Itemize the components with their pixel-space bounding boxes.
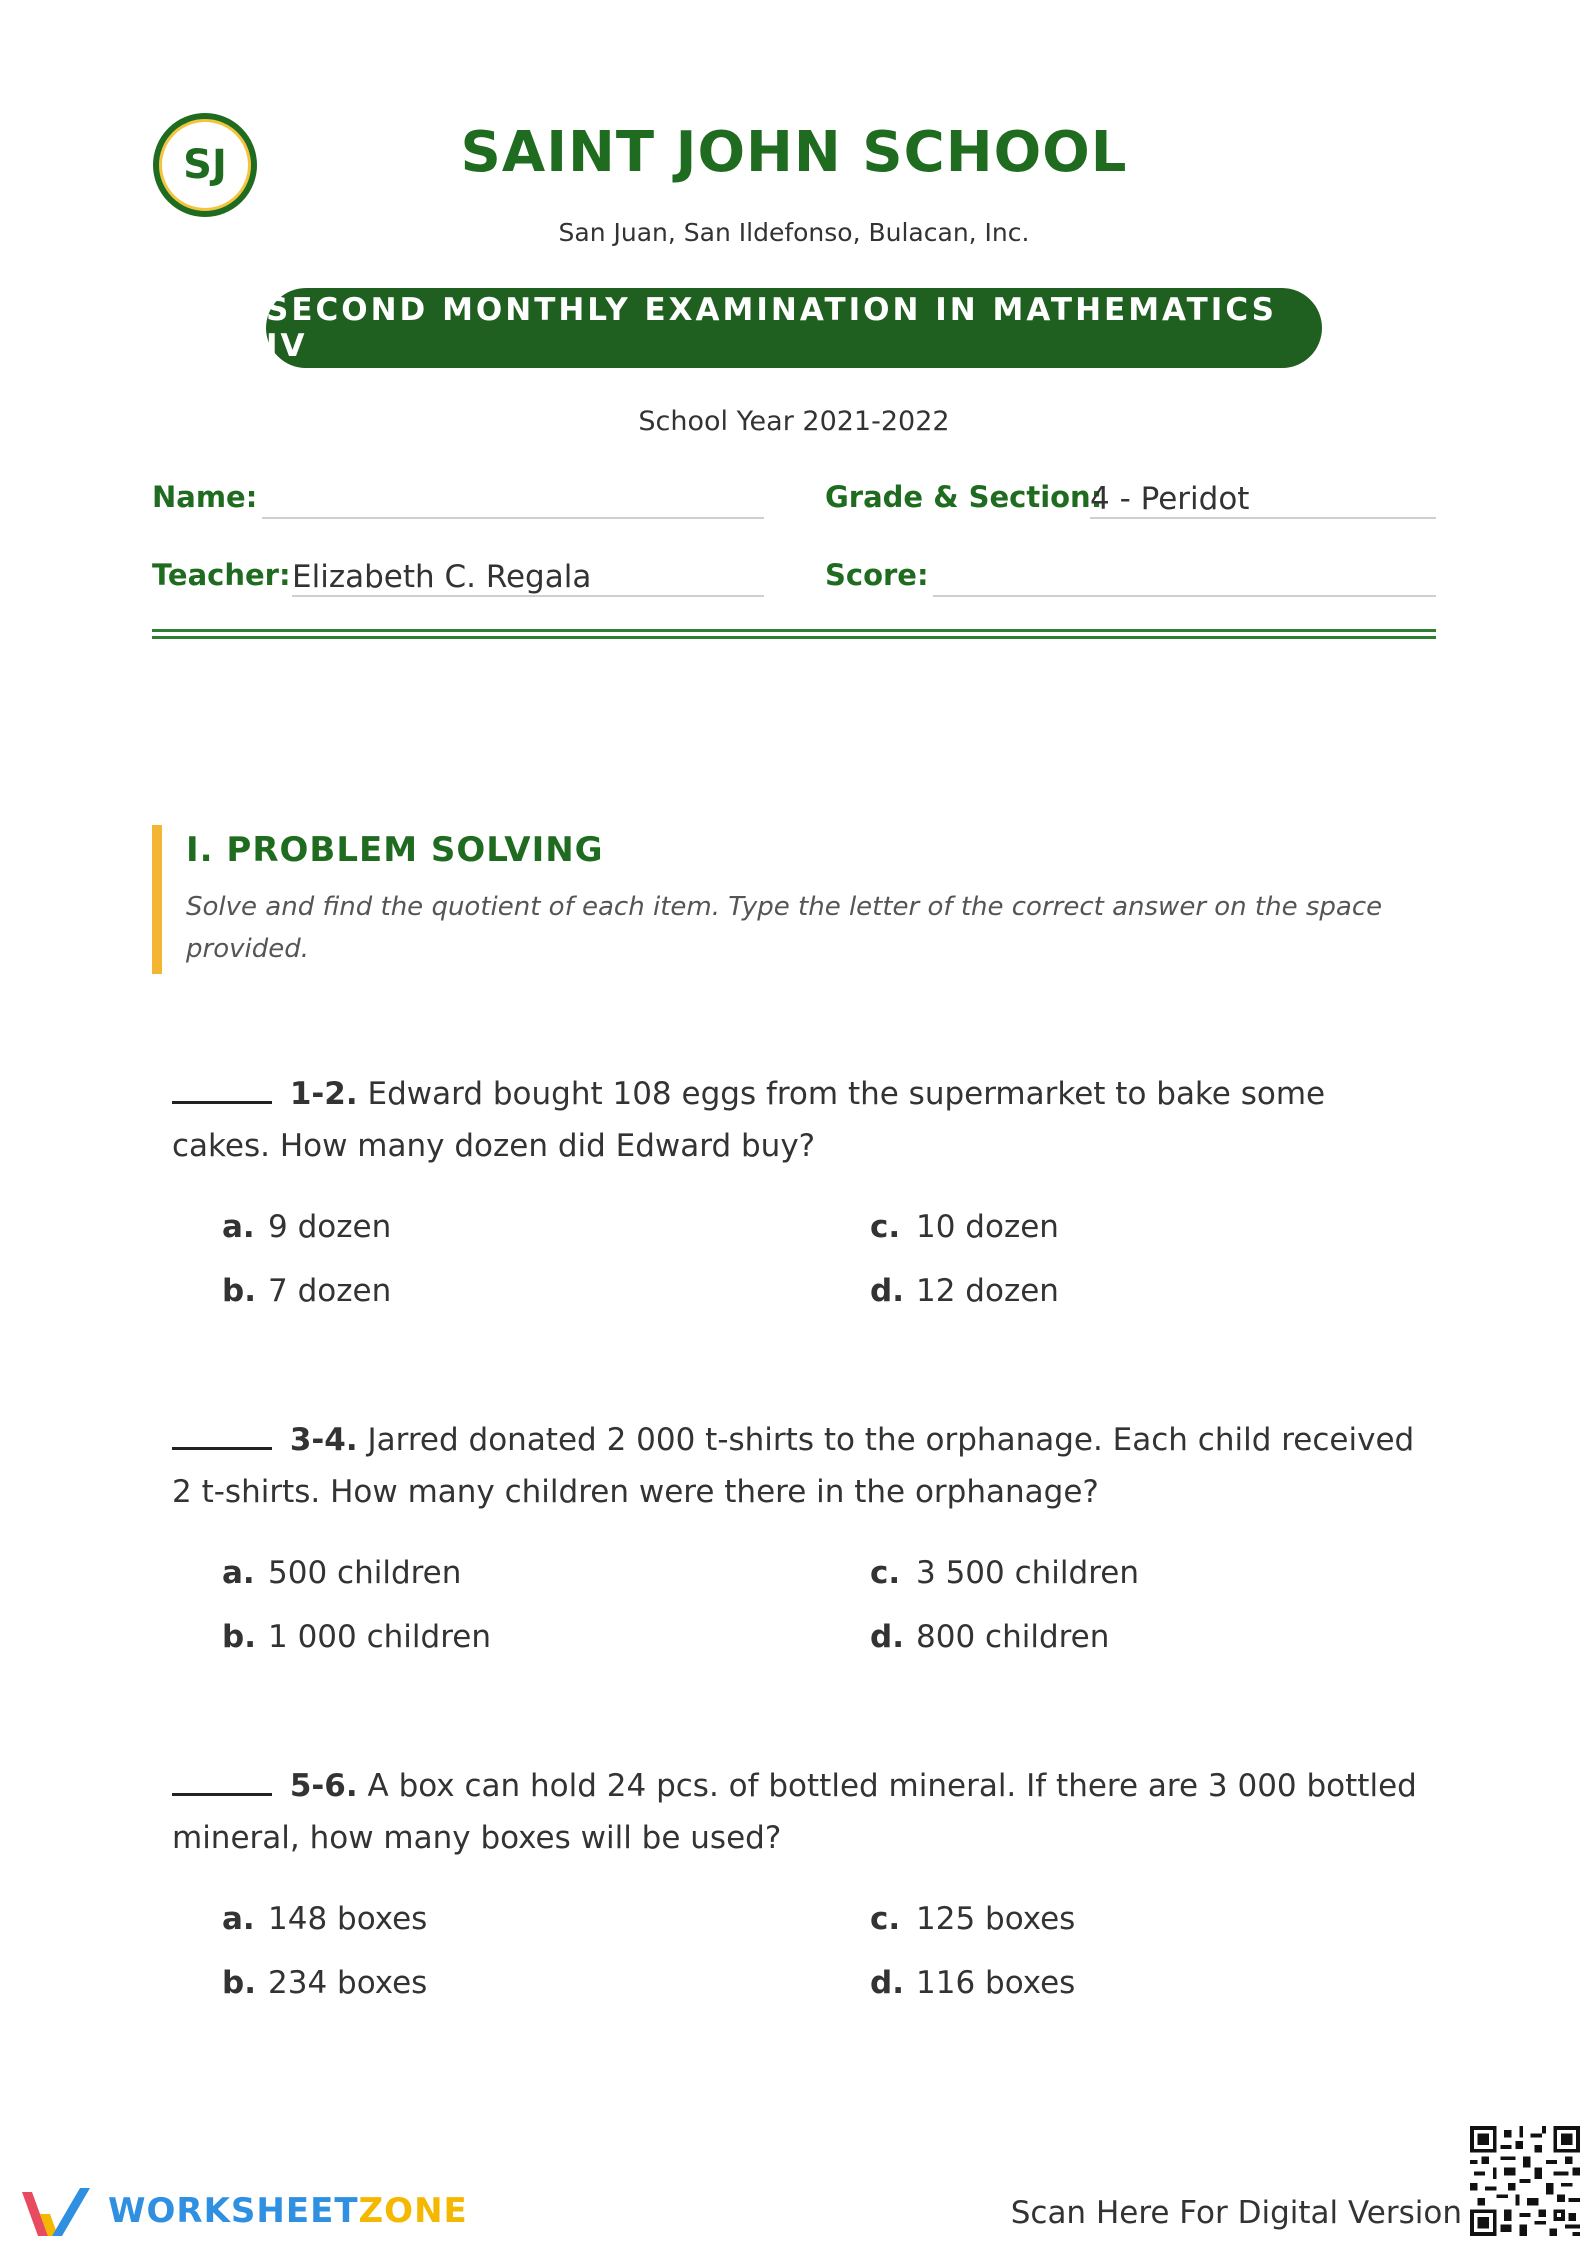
school-name: SAINT JOHN SCHOOL bbox=[460, 120, 1128, 185]
question-text: A box can hold 24 pcs. of bottled mineral. If there are 3 000 bottled mineral, how many boxes will be used? bbox=[172, 1768, 1417, 1856]
option-text: 125 boxes bbox=[916, 1901, 1076, 1937]
option-text: 12 dozen bbox=[916, 1273, 1059, 1309]
scan-instruction: Scan Here For Digital Version bbox=[1010, 2195, 1462, 2231]
option-letter: d. bbox=[870, 1965, 904, 2001]
option-letter: b. bbox=[222, 1619, 256, 1655]
question-2 bbox=[172, 1414, 1422, 1518]
option-letter: b. bbox=[222, 1965, 256, 2001]
option-b bbox=[222, 1273, 391, 1309]
question-number: 3-4. bbox=[289, 1422, 358, 1458]
question-number: 1-2. bbox=[289, 1076, 358, 1112]
option-text: 9 dozen bbox=[268, 1209, 392, 1245]
section-title: I. PROBLEM SOLVING bbox=[186, 830, 604, 870]
question-3 bbox=[172, 1760, 1422, 1864]
question-text-block bbox=[172, 1760, 1422, 1864]
option-text: 3 500 children bbox=[916, 1555, 1139, 1591]
school-address: San Juan, San Ildefonso, Bulacan, Inc. bbox=[558, 218, 1030, 247]
answer-blank[interactable] bbox=[172, 1073, 272, 1104]
answer-blank[interactable] bbox=[172, 1765, 272, 1796]
option-letter: d. bbox=[870, 1619, 904, 1655]
option-b bbox=[222, 1965, 427, 2001]
question-text: Jarred donated 2 000 t-shirts to the orphanage. Each child received 2 t-shirts. How many children were there in the orphanage? bbox=[172, 1422, 1415, 1510]
worksheetzone-logo-icon bbox=[18, 2184, 94, 2240]
option-text: 500 children bbox=[268, 1555, 462, 1591]
question-text: Edward bought 108 eggs from the supermarket to bake some cakes. How many dozen did Edward buy? bbox=[172, 1076, 1326, 1164]
option-c bbox=[870, 1209, 1059, 1245]
option-d bbox=[870, 1965, 1075, 2001]
section-accent-bar bbox=[152, 825, 162, 974]
worksheetzone-brand[interactable] bbox=[108, 2191, 468, 2231]
section-instructions: Solve and find the quotient of each item. Type the letter of the correct answer on the space provided. bbox=[186, 892, 1383, 964]
question-number: 5-6. bbox=[289, 1768, 358, 1804]
option-a bbox=[222, 1555, 461, 1591]
option-letter: c. bbox=[870, 1901, 901, 1937]
option-text: 234 boxes bbox=[268, 1965, 428, 2001]
option-letter: c. bbox=[870, 1209, 901, 1245]
option-letter: c. bbox=[870, 1555, 901, 1591]
name-label: Name: bbox=[152, 480, 258, 514]
grade-section-field[interactable]: 4 - Peridot bbox=[1090, 479, 1436, 519]
answer-blank[interactable] bbox=[172, 1419, 272, 1450]
grade-section-label: Grade & Section: bbox=[825, 480, 1103, 514]
option-letter: a. bbox=[222, 1555, 255, 1591]
score-label: Score: bbox=[825, 558, 929, 592]
header-divider bbox=[152, 629, 1436, 639]
option-text: 10 dozen bbox=[916, 1209, 1059, 1245]
option-b bbox=[222, 1619, 491, 1655]
brand-part-1: WORKSHEET bbox=[108, 2191, 359, 2231]
option-letter: a. bbox=[222, 1209, 255, 1245]
question-text-block bbox=[172, 1068, 1422, 1172]
option-letter: d. bbox=[870, 1273, 904, 1309]
option-d bbox=[870, 1273, 1059, 1309]
option-c bbox=[870, 1555, 1139, 1591]
option-d bbox=[870, 1619, 1109, 1655]
option-text: 7 dozen bbox=[268, 1273, 392, 1309]
score-field[interactable] bbox=[933, 557, 1436, 597]
option-text: 1 000 children bbox=[268, 1619, 491, 1655]
teacher-field[interactable]: Elizabeth C. Regala bbox=[292, 557, 764, 597]
school-year: School Year 2021-2022 bbox=[638, 406, 950, 437]
brand-part-2: ZONE bbox=[358, 2191, 468, 2231]
exam-title: SECOND MONTHLY EXAMINATION IN MATHEMATICS IV bbox=[266, 292, 1277, 364]
exam-title-banner bbox=[266, 288, 1322, 368]
name-field[interactable] bbox=[262, 479, 764, 519]
question-text-block bbox=[172, 1414, 1422, 1518]
option-text: 148 boxes bbox=[268, 1901, 428, 1937]
option-a bbox=[222, 1901, 427, 1937]
qr-code-icon[interactable] bbox=[1470, 2126, 1580, 2236]
question-1 bbox=[172, 1068, 1422, 1172]
option-text: 116 boxes bbox=[916, 1965, 1076, 2001]
option-letter: a. bbox=[222, 1901, 255, 1937]
option-letter: b. bbox=[222, 1273, 256, 1309]
option-a bbox=[222, 1209, 391, 1245]
option-text: 800 children bbox=[916, 1619, 1110, 1655]
teacher-label: Teacher: bbox=[152, 558, 291, 592]
logo-text: SJ bbox=[183, 142, 227, 188]
option-c bbox=[870, 1901, 1075, 1937]
